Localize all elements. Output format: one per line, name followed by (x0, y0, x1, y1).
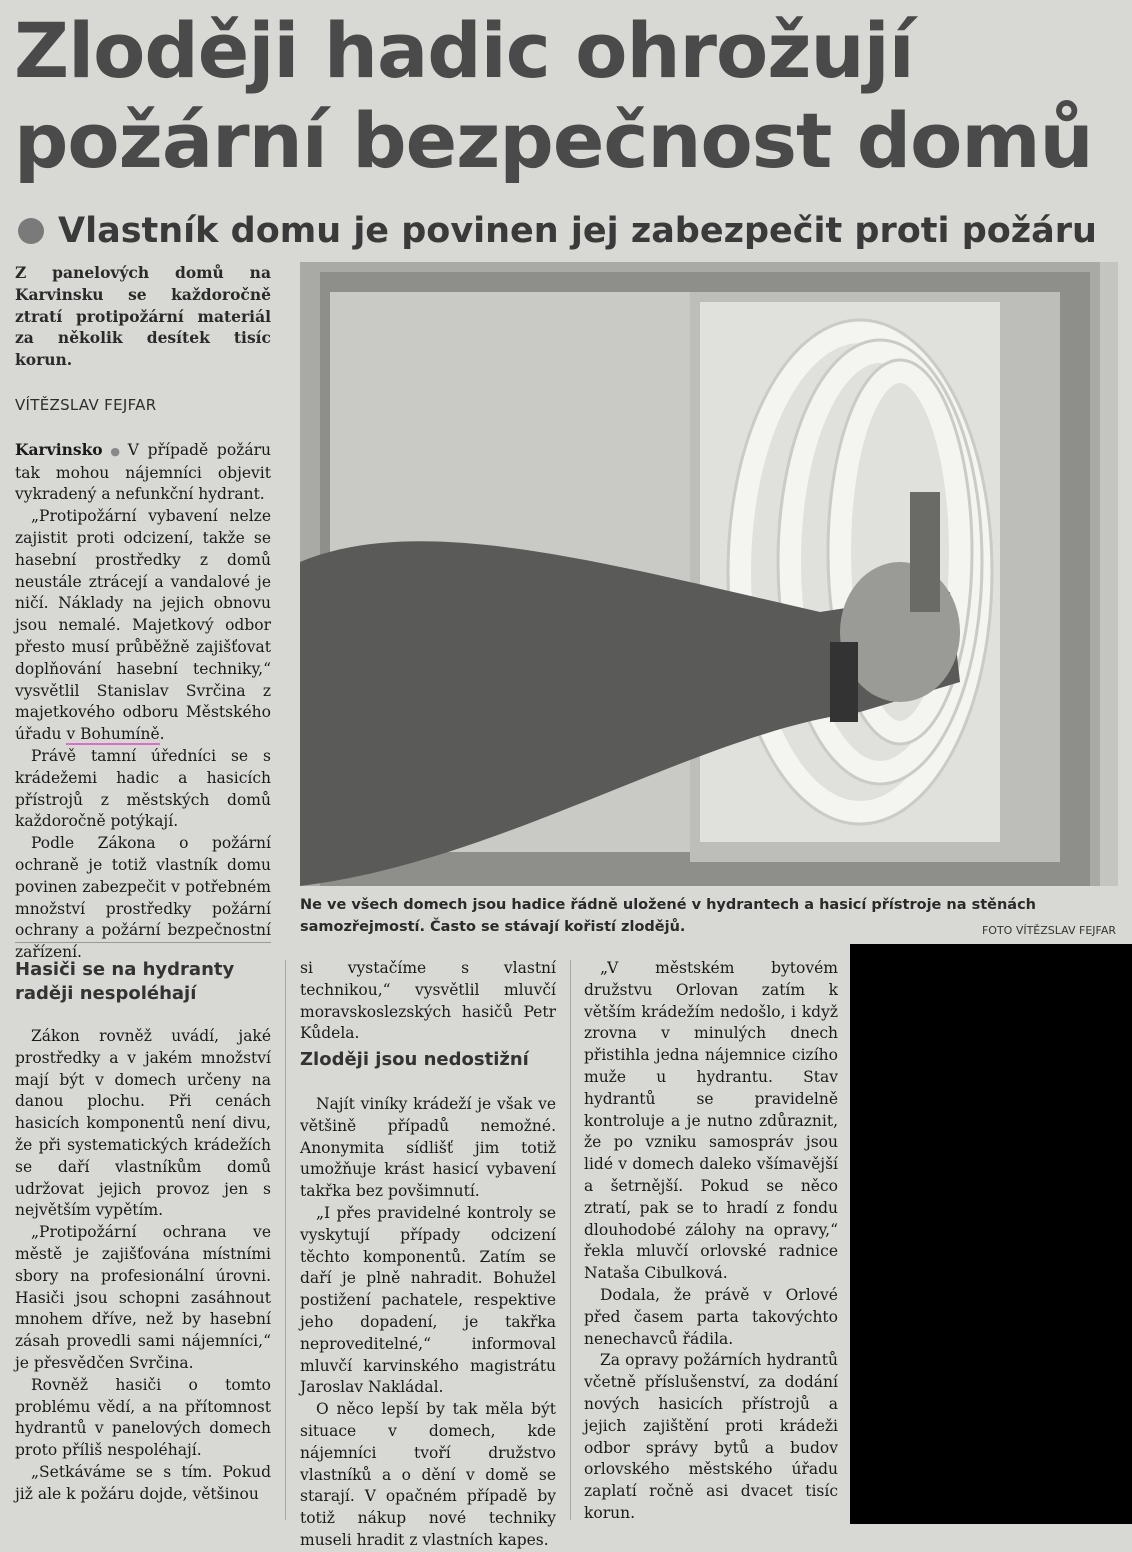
paragraph-text: V případě požáru tak mohou nájemníci objevit vykradený a nefunkční hydrant. (15, 440, 271, 504)
column-1-bottom (15, 1026, 271, 1506)
headline-line-1: Zloději hadic ohrožují (14, 6, 914, 95)
redacted-block (850, 944, 1132, 1524)
divider (15, 942, 271, 943)
column-divider (285, 960, 286, 1520)
highlighted-text: v Bohumíně (66, 725, 160, 744)
subheadline-text: Vlastník domu je povinen jej zabezpečit proti požáru (58, 211, 1097, 251)
column-divider (570, 960, 571, 1520)
paragraph: Za opravy požárních hydrantů včetně příslušenství, za dodání nových hasicích přístrojů a jejich zajištění proti krádeži odbor správy bytů a budov orlovského městského úřadu zaplatí ročně asi dvacet tisíc korun. (584, 1351, 838, 1522)
column-1 (15, 262, 271, 964)
dot-icon: ● (106, 444, 124, 458)
column-2-bottom (300, 1094, 556, 1552)
section-heading: Hasiči se na hydranty raději nespoléhají (15, 959, 235, 1004)
paragraph: Právě tamní úředníci se s krádežemi hadic a hasicích přístrojů z městských domů každoročně potýkají. (15, 746, 271, 831)
column-3 (584, 958, 838, 1525)
paragraph: „Setkáváme se s tím. Pokud již ale k požáru dojde, většinou (15, 1462, 271, 1503)
dateline: Karvinsko (15, 439, 103, 459)
hydrant-hose-photo (300, 262, 1118, 886)
paragraph: Zákon rovněž uvádí, jaké prostředky a v jakém množství mají být v domech určeny na danou plochu. Při cenách hasicích komponentů není divu, že při systematických krádežích se daří vlastníkům domů udržovat jejich provoz jen s největším vypětím. (15, 1027, 271, 1220)
photo-credit: FOTO VÍTĚZSLAV FEJFAR (981, 924, 1116, 937)
paragraph: Podle Zákona o požární ochraně je totiž vlastník domu povinen zabezpečit v potřebném množství prostředky požární ochrany a požární bezpečnostní zařízení. (15, 834, 271, 962)
lead-paragraph: Z panelových domů na Karvinsku se každoročně ztratí protipožární materiál za několik desítek tisíc korun. (15, 263, 271, 370)
section-heading: Zloději jsou nedostižní (300, 1049, 529, 1070)
paragraph: „Protipožární ochrana ve městě je zajišťována místními sbory na profesionální úrovni. Hasiči jsou schopni zasáhnout mnohem dříve, než by hasební zásah provedli sami nájemníci,“ je přesvědčen Svrčina. (15, 1223, 271, 1372)
paragraph (15, 506, 271, 746)
bullet-icon (18, 218, 44, 244)
paragraph: Rovněž hasiči o tomto problému vědí, a na přítomnost hydrantů v panelových domech proto příliš nespoléhají. (15, 1375, 271, 1460)
headline (14, 6, 1124, 186)
paragraph: „I přes pravidelné kontroly se vyskytují případy odcizení těchto komponentů. Zatím se daří je plně nahradit. Bohužel postižení pachatele, respektive jeho dopadení, je takřka neproveditelné,“ informoval mluvčí karvinského magistrátu Jaroslav Nakládal. (300, 1203, 556, 1397)
headline-line-2: požární bezpečnost domů (14, 96, 1093, 185)
column-2 (300, 958, 556, 1045)
paragraph-text: „Protipožární vybavení nelze zajistit proti odcizení, takže se hasební prostředky z domů neustále ztrácejí a vandalové je ničí. Náklady na jejich obnovu jsou nemalé. Majetkový odbor přesto musí průběžně zajišťovat doplňování hasební techniky,“ vysvětlil Stanislav Svrčina z majetkového odboru Městského úřadu (15, 507, 271, 744)
photo-caption: Ne ve všech domech jsou hadice řádně uložené v hydrantech a hasicí přístroje na stěnách samozřejmostí. Často se stávají kořistí zlodějů. (300, 897, 1037, 935)
paragraph-text: . (159, 725, 165, 744)
paragraph: „V městském bytovém družstvu Orlovan zatím k větším krádežím nedošlo, i když zrovna v minulých dnech přistihla jedna nájemnice cizího muže u hydrantu. Stav hydrantů se pravidelně kontroluje a je nutno zdůraznit, že po vzniku samospráv jsou lidé v domech daleko všímavější a šetrnější. Pokud se něco ztratí, pak se to hradí z fondu dlouhodobé zálohy na opravy,“ řekla mluvčí orlovské radnice Nataša Cibulková. (584, 959, 838, 1283)
article-photo (300, 262, 1118, 886)
paragraph: si vystačíme s vlastní technikou,“ vysvětlil mluvčí moravskoslezských hasičů Petr Kůdela. (300, 959, 556, 1043)
paragraph (15, 439, 271, 506)
byline: VÍTĚZSLAV FEJFAR (15, 395, 157, 414)
paragraph: Najít viníky krádeží je však ve většině případů nemožné. Anonymita sídlišť jim totiž umožňuje krást hasicí vybavení takřka bez povšimnutí. (300, 1095, 556, 1201)
paragraph: O něco lepší by tak měla být situace v domech, kde nájemníci tvoří družstvo vlastníků a o dění v domě se starají. V opačném případě by totiž nákup nové techniky museli hradit z vlastních kapes. (300, 1400, 556, 1549)
subheadline (18, 208, 1128, 254)
paragraph: Dodala, že právě v Orlové před časem parta takovýchto nenechavců řádila. (584, 1285, 838, 1348)
